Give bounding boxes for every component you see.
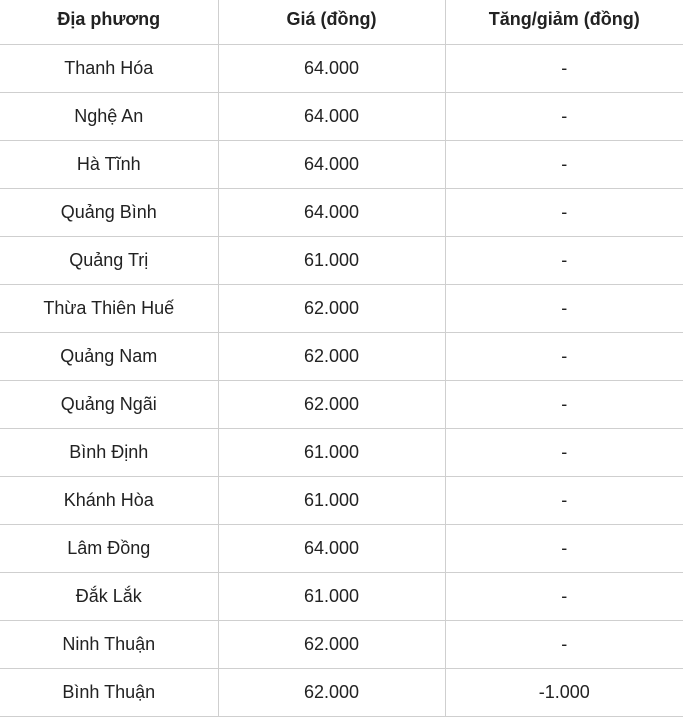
price-cell: 61.000	[218, 477, 445, 525]
table-row	[0, 429, 683, 477]
locality-cell: Bình Định	[0, 429, 218, 477]
table-row	[0, 285, 683, 333]
change-cell: -	[445, 621, 683, 669]
price-cell: 64.000	[218, 93, 445, 141]
price-cell: 61.000	[218, 429, 445, 477]
change-cell: -	[445, 381, 683, 429]
locality-cell: Hà Tĩnh	[0, 141, 218, 189]
header-price: Giá (đồng)	[218, 0, 445, 45]
price-cell: 64.000	[218, 525, 445, 573]
price-cell: 62.000	[218, 285, 445, 333]
table-row	[0, 93, 683, 141]
price-cell: 62.000	[218, 621, 445, 669]
change-cell: -	[445, 477, 683, 525]
locality-cell: Quảng Nam	[0, 333, 218, 381]
locality-cell: Nghệ An	[0, 93, 218, 141]
table-row	[0, 333, 683, 381]
price-cell: 61.000	[218, 237, 445, 285]
price-cell: 64.000	[218, 189, 445, 237]
change-cell: -	[445, 141, 683, 189]
table-row	[0, 669, 683, 717]
locality-cell: Lâm Đồng	[0, 525, 218, 573]
change-cell: -1.000	[445, 669, 683, 717]
table-row	[0, 237, 683, 285]
price-cell: 62.000	[218, 333, 445, 381]
table-row	[0, 525, 683, 573]
locality-cell: Quảng Ngãi	[0, 381, 218, 429]
change-cell: -	[445, 525, 683, 573]
change-cell: -	[445, 45, 683, 93]
table-row	[0, 381, 683, 429]
price-cell: 64.000	[218, 141, 445, 189]
table-row	[0, 621, 683, 669]
price-cell: 61.000	[218, 573, 445, 621]
table-header-row	[0, 0, 683, 45]
change-cell: -	[445, 429, 683, 477]
table-row	[0, 189, 683, 237]
change-cell: -	[445, 189, 683, 237]
change-cell: -	[445, 573, 683, 621]
price-cell: 62.000	[218, 381, 445, 429]
change-cell: -	[445, 333, 683, 381]
locality-cell: Quảng Bình	[0, 189, 218, 237]
locality-cell: Bình Thuận	[0, 669, 218, 717]
locality-cell: Thanh Hóa	[0, 45, 218, 93]
table-row	[0, 477, 683, 525]
table-row	[0, 141, 683, 189]
table-row	[0, 573, 683, 621]
locality-cell: Ninh Thuận	[0, 621, 218, 669]
change-cell: -	[445, 237, 683, 285]
locality-cell: Đắk Lắk	[0, 573, 218, 621]
table-row	[0, 45, 683, 93]
locality-cell: Khánh Hòa	[0, 477, 218, 525]
price-cell: 64.000	[218, 45, 445, 93]
locality-cell: Quảng Trị	[0, 237, 218, 285]
change-cell: -	[445, 93, 683, 141]
price-cell: 62.000	[218, 669, 445, 717]
header-locality: Địa phương	[0, 0, 218, 45]
change-cell: -	[445, 285, 683, 333]
header-change: Tăng/giảm (đồng)	[445, 0, 683, 45]
locality-cell: Thừa Thiên Huế	[0, 285, 218, 333]
